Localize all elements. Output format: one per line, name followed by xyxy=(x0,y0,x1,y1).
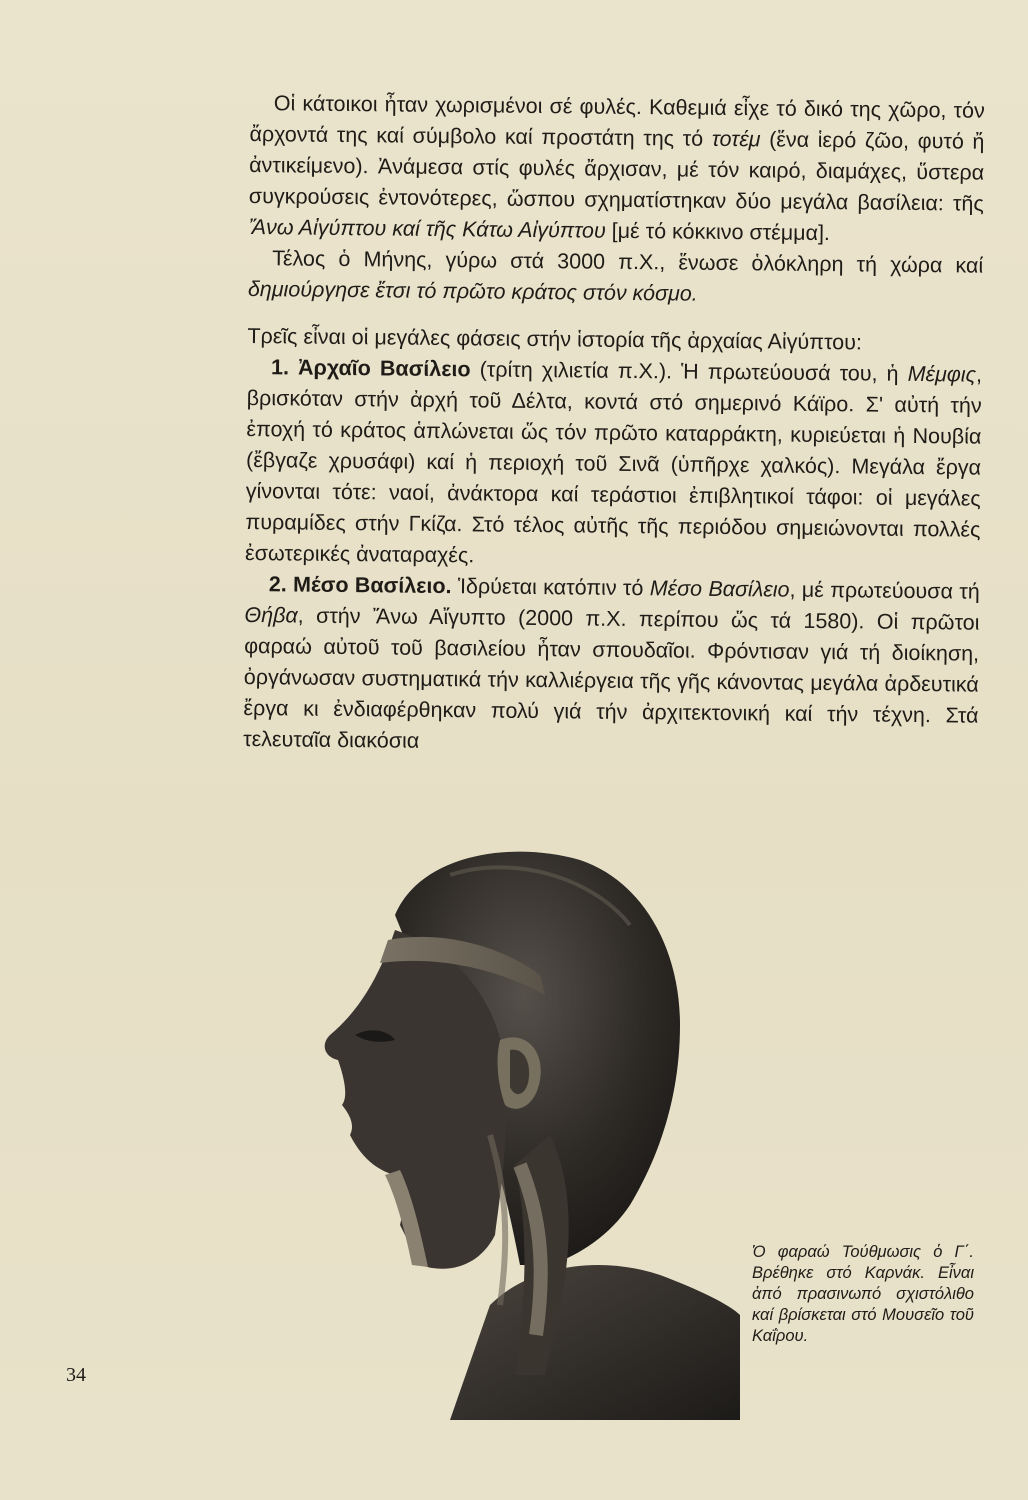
page-number: 34 xyxy=(66,1364,86,1386)
phase-title: Ἀρχαῖο Βασίλειο xyxy=(297,355,471,382)
body-text xyxy=(243,88,985,763)
pharaoh-statue-photo xyxy=(300,835,740,1420)
phase-number: 2. xyxy=(268,572,287,597)
photo-caption: Ὁ φαραώ Τούθμωσις ὁ Γ΄. Βρέθηκε στό Καρνάκ. Εἶναι ἀπό πρασινωπό σχιστόλιθο καί βρίσκεται στό Μουσεῖο τοῦ Καΐρου. xyxy=(752,1243,974,1345)
paragraph xyxy=(248,243,984,313)
phase-2-paragraph xyxy=(243,569,980,763)
phase-1-paragraph xyxy=(245,352,982,577)
statue-head-image xyxy=(300,835,740,1420)
phase-title: Μέσο Βασίλειο. xyxy=(292,572,452,599)
italic-term: τοτέμ xyxy=(711,126,761,152)
text-run: , βρισκόταν στήν ἀρχή τοῦ Δέλτα, κοντά στό σημερινό Κάϊρο. Σ' αὐτή τήν ἐποχή τό κράτος ἁπλώνεται ὥς τόν πρῶτο καταρράκτη, κυριεύεται ἡ Νουβία (ἔβγαζε χρυσάφι) καί ἡ περιοχή τοῦ Σινᾶ (ὑπῆρχε χαλκός). Μεγάλα ἔργα γίνονται τότε: ναοί, ἀνάκτορα καί τεράστιοι ἐπιβλητικοί τάφοι: οἱ μεγάλες πυραμίδες στήν Γκίζα. Στό τέλος αὐτῆς τῆς περιόδου σημειώνονται πολλές ἐσωτερικές ἀναταραχές. xyxy=(245,362,983,568)
italic-term: Ἄνω Αἰγύπτου καί τῆς Κάτω Αἰγύπτου xyxy=(248,214,606,243)
text-run: Τρεῖς εἶναι οἱ μεγάλες φάσεις στήν ἱστορία τῆς ἀρχαίας Αἰγύπτου: xyxy=(247,323,863,355)
text-run: , μέ πρωτεύουσα τή xyxy=(789,577,980,604)
italic-term: Μέμφις xyxy=(907,361,977,387)
italic-term: δημιούργησε ἔτσι τό πρῶτο κράτος στόν κόσμο. xyxy=(247,276,698,306)
text-run: [μέ τό κόκκινο στέμμα]. xyxy=(605,218,831,246)
paragraph xyxy=(248,88,985,251)
text-run: Ἱδρύεται κατόπιν τό xyxy=(451,574,650,601)
phase-number: 1. xyxy=(270,355,290,380)
italic-term: Μέσο Βασίλειο xyxy=(649,576,790,602)
text-run: Οἱ κάτοικοι ἦταν χωρισμένοι σέ φυλές. Καθεμιά εἶχε τό δικό της χῶρο, τόν ἄρχοντά της καί σύμβολο καί προστάτη της τό xyxy=(249,91,985,151)
text-run: , στήν Ἄνω Αἴγυπτο (2000 π.Χ. περίπου ὥς τά 1580). Οἱ πρῶτοι φαραώ αὐτοῦ τοῦ βασιλείου ἦταν σπουδαῖοι. Φρόντισαν γιά τή διοίκηση, ὀργάνωσαν συστηματικά τήν καλλιέργεια τῆς γῆς κάνοντας μεγάλα ἀρδευτικά ἔργα κι ἐνδιαφέρθηκαν πολύ γιά τήν ἀρχιτεκτονική καί τήν τέχνη. Στά τελευταῖα διακόσια xyxy=(243,603,980,753)
text-run: Τέλος ὁ Μήνης, γύρω στά 3000 π.Χ., ἕνωσε ὁλόκληρη τή χώρα καί xyxy=(272,246,984,278)
text-run: (τρίτη χιλιετία π.Χ.). Ἡ πρωτεύουσά του, ἡ xyxy=(470,357,908,386)
text-run: (ἕνα ἱερό ζῶο, φυτό ἤ ἀντικείμενο). Ἀνάμεσα στίς φυλές ἄρχισαν, μέ τόν καιρό, διαμάχες, ὕστερα συγκρούσεις ἐντονότερες, ὥσπου σχηματίστηκαν δύο μεγάλα βασίλεια: τῆς xyxy=(248,127,985,216)
italic-term: Θήβα xyxy=(244,602,298,628)
